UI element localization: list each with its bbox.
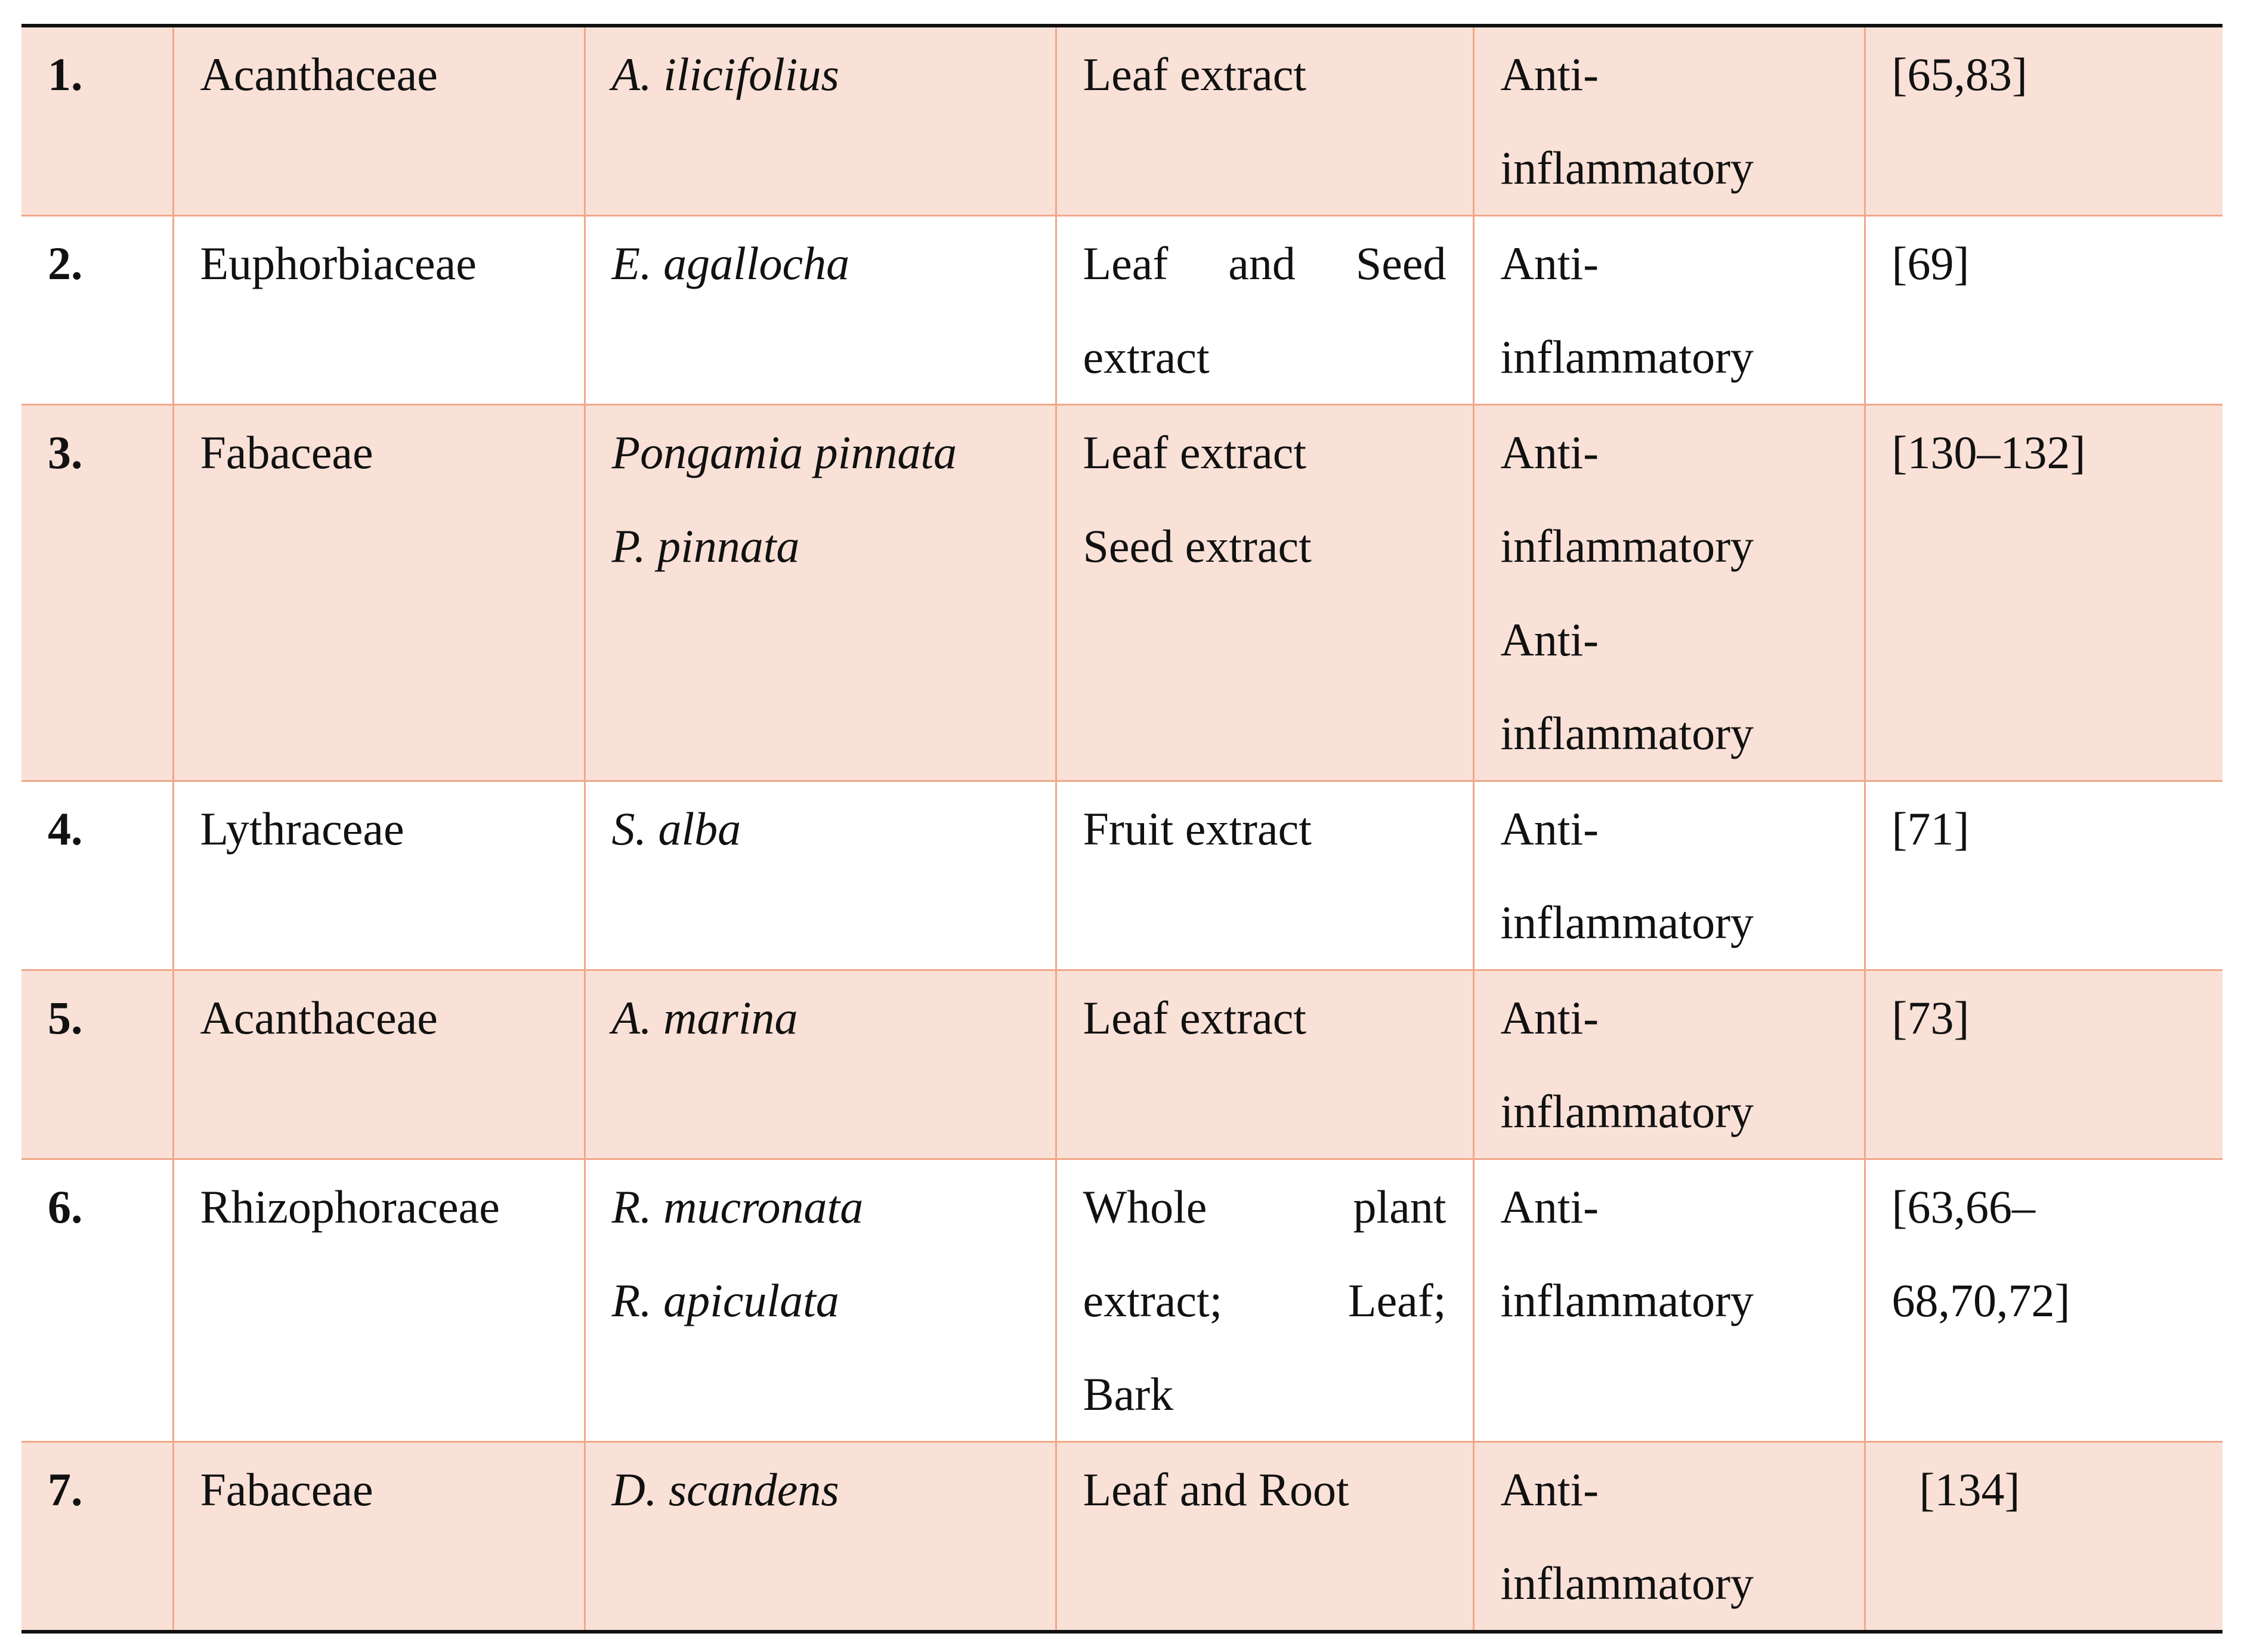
plant-part-cell — [1056, 781, 1473, 970]
species-cell — [585, 26, 1056, 216]
activity-cell — [1473, 1442, 1865, 1632]
plant-activity-table — [21, 24, 2223, 1634]
species-cell — [585, 1159, 1056, 1442]
reference-line: [73] — [1891, 992, 1970, 1044]
reference-line: [63,66– — [1891, 1181, 2035, 1233]
table-row — [21, 405, 2223, 781]
plant-part-cell — [1056, 405, 1473, 781]
plant-part-cell — [1056, 1442, 1473, 1632]
plant-part-line: extract — [1083, 331, 1210, 383]
plant-part-line: extract; Leaf; — [1083, 1274, 1446, 1326]
activity-line: inflammatory — [1500, 142, 1754, 194]
family-cell: Rhizophoraceae — [173, 1159, 585, 1442]
plant-part-cell — [1056, 970, 1473, 1159]
reference-line: [69] — [1891, 237, 1970, 289]
reference-cell — [1865, 216, 2223, 405]
row-number: 2. — [21, 216, 173, 405]
reference-cell — [1865, 405, 2223, 781]
row-number: 6. — [21, 1159, 173, 1442]
reference-line: [71] — [1891, 803, 1970, 855]
plant-part-line: Whole plant — [1083, 1181, 1446, 1233]
species-cell — [585, 1442, 1056, 1632]
family-cell: Acanthaceae — [173, 970, 585, 1159]
table-row — [21, 1159, 2223, 1442]
plant-part-cell — [1056, 216, 1473, 405]
activity-line: Anti- — [1500, 803, 1599, 855]
table-row — [21, 970, 2223, 1159]
reference-line: [134] — [1919, 1464, 2020, 1515]
table-row — [21, 216, 2223, 405]
row-number: 4. — [21, 781, 173, 970]
table-row — [21, 1442, 2223, 1632]
activity-line: inflammatory — [1500, 896, 1754, 948]
table-row — [21, 781, 2223, 970]
activity-line: inflammatory — [1500, 520, 1754, 572]
row-number: 1. — [21, 26, 173, 216]
plant-part-cell — [1056, 26, 1473, 216]
activity-line: Anti- — [1500, 1464, 1599, 1515]
activity-line: Anti- — [1500, 1181, 1599, 1233]
activity-line: inflammatory — [1500, 1274, 1754, 1326]
family-cell: Euphorbiaceae — [173, 216, 585, 405]
reference-line: 68,70,72] — [1891, 1274, 2070, 1326]
row-number: 7. — [21, 1442, 173, 1632]
activity-line: inflammatory — [1500, 1557, 1754, 1609]
reference-cell — [1865, 1442, 2223, 1632]
family-cell: Lythraceae — [173, 781, 585, 970]
activity-cell — [1473, 405, 1865, 781]
activity-cell — [1473, 216, 1865, 405]
row-number: 5. — [21, 970, 173, 1159]
reference-line: [65,83] — [1891, 48, 2027, 100]
activity-line: Anti- — [1500, 614, 1599, 666]
reference-cell — [1865, 26, 2223, 216]
species-line: P. pinnata — [611, 520, 800, 572]
reference-cell — [1865, 1159, 2223, 1442]
species-line: Pongamia pinnata — [611, 426, 957, 478]
family-cell: Acanthaceae — [173, 26, 585, 216]
family-cell: Fabaceae — [173, 405, 585, 781]
species-cell — [585, 781, 1056, 970]
species-line: R. mucronata — [611, 1181, 864, 1233]
activity-line: Anti- — [1500, 426, 1599, 478]
activity-line: inflammatory — [1500, 331, 1754, 383]
family-cell: Fabaceae — [173, 1442, 585, 1632]
activity-line: Anti- — [1500, 992, 1599, 1044]
species-cell — [585, 216, 1056, 405]
plant-part-line: Bark — [1083, 1368, 1174, 1420]
plant-part-line: Leaf and Seed — [1083, 237, 1446, 289]
activity-cell — [1473, 781, 1865, 970]
reference-line: [130–132] — [1891, 426, 2086, 478]
species-line: A. marina — [611, 992, 798, 1044]
plant-part-cell — [1056, 1159, 1473, 1442]
activity-cell — [1473, 970, 1865, 1159]
activity-cell — [1473, 1159, 1865, 1442]
plant-part-line: Leaf extract — [1083, 426, 1307, 478]
activity-line: inflammatory — [1500, 1085, 1754, 1137]
plant-part-line: Leaf and Root — [1083, 1464, 1349, 1515]
plant-part-line: Fruit extract — [1083, 803, 1312, 855]
plant-part-line: Leaf extract — [1083, 48, 1307, 100]
table-row — [21, 26, 2223, 216]
species-line: D. scandens — [611, 1464, 839, 1515]
plant-part-line: Leaf extract — [1083, 992, 1307, 1044]
species-cell — [585, 970, 1056, 1159]
species-line: E. agallocha — [611, 237, 850, 289]
activity-cell — [1473, 26, 1865, 216]
activity-line: Anti- — [1500, 237, 1599, 289]
table-container — [21, 24, 2223, 1634]
reference-cell — [1865, 781, 2223, 970]
species-line: S. alba — [611, 803, 741, 855]
plant-part-line: Seed extract — [1083, 520, 1312, 572]
species-line: R. apiculata — [611, 1274, 839, 1326]
species-cell — [585, 405, 1056, 781]
activity-line: Anti- — [1500, 48, 1599, 100]
species-line: A. ilicifolius — [611, 48, 839, 100]
activity-line: inflammatory — [1500, 707, 1754, 759]
reference-cell — [1865, 970, 2223, 1159]
row-number: 3. — [21, 405, 173, 781]
